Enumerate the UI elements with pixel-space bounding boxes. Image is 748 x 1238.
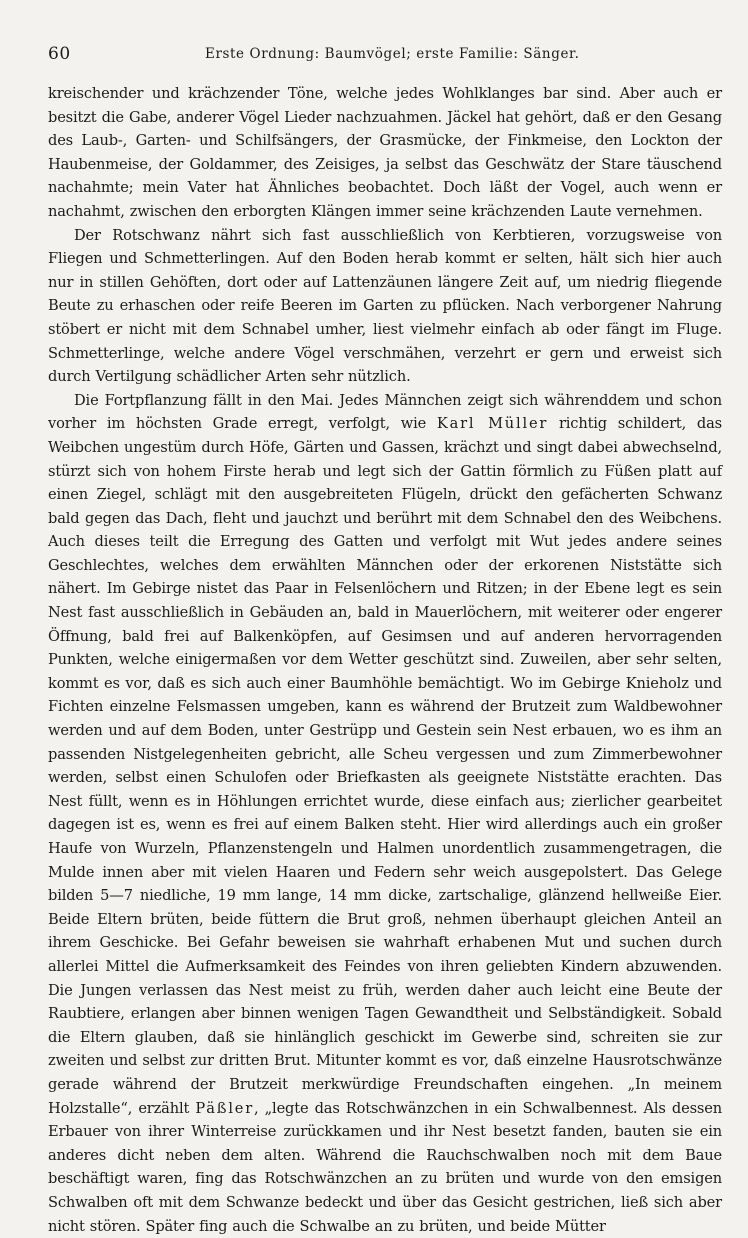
- running-header: [48, 40, 722, 74]
- author-name-paessler: Päßler: [195, 1099, 255, 1117]
- paragraph-text: richtig schildert, das Weibchen ungestüm durch Höfe, Gärten und Gassen, krächzt und singt dabei abwechselnd, stürzt sich von hohem Firste herab und legt sich der Gattin förmlich zu Füßen platt auf einen Ziegel, schlägt mit den ausgebreiteten Flügeln, drückt den gefächerten Schwanz bald gegen das Dach, fleht und jauchzt und berührt mit dem Schnabel den des Weibchens. Auch dieses teilt die Erregung des Gatten und verfolgt mit Wut jedes andere seines Geschlechtes, welches dem erwählten Männchen oder der erkorenen Niststätte sich nähert. Im Gebirge nistet das Paar in Felsenlöchern und Ritzen; in der Ebene legt es sein Nest fast ausschließlich in Gebäuden an, bald in Mauerlöchern, mit weiterer oder engerer Öffnung, bald frei auf Balkenköpfen, auf Gesimsen und auf anderen hervorragenden Punkten, welche einigermaßen vor dem Wetter geschützt sind. Zuweilen, aber sehr selten, kommt es vor, daß es sich auch einer Baumhöhle bemächtigt. Wo im Gebirge Knieholz und Fichten einzelne Felsmassen umgeben, kann es während der Brutzeit zum Waldbewohner werden und auf dem Boden, unter Gestrüpp und Gestein sein Nest erbauen, wo es ihm an passenden Nistgelegenheiten gebricht, alle Scheu vergessen und zum Zimmerbewohner werden, selbst einen Schulofen oder Briefkasten als geeignete Niststätte erachten. Das Nest füllt, wenn es in Höhlungen errichtet wurde, diese einfach aus; zierlicher gearbeitet dagegen ist es, wenn es frei auf einem Balken steht. Hier wird allerdings auch ein großer Haufe von Wurzeln, Pflanzenstengeln und Halmen unordentlich zusammengetragen, die Mulde innen aber mit vielen Haaren und Federn sehr weich ausgepolstert. Das Gelege bilden 5—7 niedliche, 19 mm lange, 14 mm dicke, zartschalige, glänzend hellweiße Eier. Beide Eltern brüten, beide füttern die Brut groß, nehmen überhaupt gleichen Anteil an ihrem Geschicke. Bei Gefahr beweisen sie wahrhaft erhabenen Mut und suchen durch allerlei Mittel die Aufmerksamkeit des Feindes von ihren geliebten Kindern abzuwenden. Die Jungen verlassen das Nest meist zu früh, werden daher auch leicht eine Beute der Raubtiere, erlangen aber binnen wenigen Tagen Gewandtheit und Selbständigkeit. Sobald die Eltern glauben, daß sie hinlänglich geschickt im Gewerbe sind, schreiten sie zur zweiten und selbst zur dritten Brut. Mitunter kommt es vor, daß einzelne Hausrotschwänze gerade während der Brutzeit merkwürdige Freundschaften eingehen. „In meinem Holzstalle“, erzählt: [48, 415, 722, 1117]
- author-name-mueller: Karl Müller: [436, 415, 549, 433]
- paragraph-text: Die Fortpflanzung fällt in den Mai. Jedes Männchen zeigt sich währenddem und schon vorher im höchsten Grade erregt, verfolgt, wie: [48, 391, 722, 433]
- body-text: [48, 82, 722, 1238]
- running-title: Erste Ordnung: Baumvögel; erste Familie: Sänger.: [205, 46, 580, 62]
- paragraph-text: , „legte das Rotschwänzchen in ein Schwalbennest. Als dessen Erbauer von ihrer Winterreise zurückkamen und ihr Nest besetzt fanden, bauten sie ein anderes dicht neben dem alten. Während die Rauchschwalben noch mit dem Baue beschäftigt waren, fing das Rotschwänzchen an zu brüten und wurde von den emsigen Schwalben oft mit dem Schwanze bedeckt und über das Gesicht gestrichen, ließ sich aber nicht stören. Später fing auch die Schwalbe an zu brüten, und beide Mütter: [48, 1099, 722, 1235]
- paragraph-diet: Der Rotschwanz nährt sich fast ausschließlich von Kerbtieren, vorzugsweise von Fliegen und Schmetterlingen. Auf den Boden herab kommt er selten, hält sich hier auch nur in stillen Gehöften, dort oder auf Lattenzäunen längere Zeit auf, um niedrig fliegende Beute zu erhaschen oder reife Beeren im Garten zu pflücken. Nach verborgener Nahrung stöbert er nicht mit dem Schnabel umher, liest vielmehr einfach ab oder fängt im Fluge. Schmetterlinge, welche andere Vögel verschmähen, verzehrt er gern und erweist sich durch Vertilgung schädlicher Arten sehr nützlich.: [48, 226, 722, 386]
- paragraph-reproduction: [48, 389, 722, 1238]
- page-number: 60: [48, 44, 71, 64]
- paragraph-continuation: kreischender und krächzender Töne, welche jedes Wohlklanges bar sind. Aber auch er besitzt die Gabe, anderer Vögel Lieder nachzuahmen. Jäckel hat gehört, daß er den Gesang des Laub-, Garten- und Schilfsängers, der Grasmücke, der Finkmeise, den Lockton der Haubenmeise, der Goldammer, des Zeisiges, ja selbst das Geschwätz der Stare täuschend nachahmte; mein Vater hat Ähnliches beobachtet. Doch läßt der Vogel, auch wenn er nachahmt, zwischen den erborgten Klängen immer seine krächzenden Laute vernehmen.: [48, 85, 722, 220]
